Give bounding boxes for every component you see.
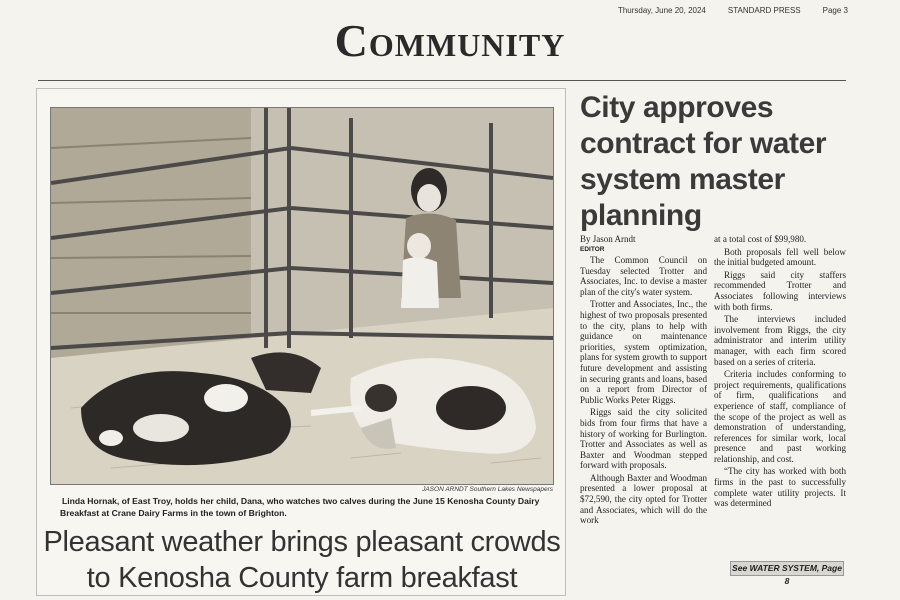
photo-caption: Linda Hornak, of East Troy, holds her child, Dana, who watches two calves during the June 15 Kenosha County Dairy Breakfast at Crane Dairy Farms in the town of Brighton. <box>60 496 540 518</box>
article-column-1 <box>580 255 707 585</box>
photo-story-headline: Pleasant weather brings pleasant crowds to Kenosha County farm breakfast <box>43 526 561 594</box>
paragraph: Riggs said the city solicited bids from four firms that have a history of working for Burlington. Trotter and Associates as well as Baxter and Woodman stepped forward with proposals. <box>580 407 707 471</box>
section-title: Community <box>334 15 566 66</box>
farm-photo <box>50 107 554 485</box>
article-headline: City approves contract for water system master planning <box>580 91 827 232</box>
article-column-2 <box>714 234 846 560</box>
paragraph: The Common Council on Tuesday selected Trotter and Associates, Inc. to devise a master plan of the city's water system. <box>580 255 707 297</box>
paragraph: Criteria includes conforming to project requirements, qualifications of firm, qualifications and experience of staff, compliance of the scope of the project as well as demonstration of understanding, references for similar work, local presence and past working relationship, and cost. <box>714 369 846 464</box>
issue-date: Thursday, June 20, 2024 <box>617 6 706 15</box>
paragraph: Both proposals fell well below the initial budgeted amount. <box>714 246 846 268</box>
photo-credit: JASON ARNDT Southern Lakes Newspapers <box>422 486 553 493</box>
paragraph: Although Baxter and Woodman presented a lower proposal at $72,590, the city opted for Trotter and Associates, which will do the work <box>580 472 707 526</box>
paragraph: Riggs said city staffers recommended Trotter and Associates following interviews with both firms. <box>714 269 846 312</box>
article-byline: By Jason Arndt <box>580 234 636 244</box>
farm-photo-illustration <box>51 108 553 484</box>
paragraph: Trotter and Associates, Inc., the highest of two proposals presented to the city, plans to help with guidance on maintenance priorities, system optimization, plans for system growth to support future development and assisting in securing grants and loans, based on a report from Director of Public Works Peter Riggs. <box>580 299 707 405</box>
paragraph: “The city has worked with both firms in the past to successfully complete water utility projects. It was determined <box>714 466 846 509</box>
paragraph-continued: at a total cost of $99,980. <box>714 234 807 244</box>
byline-role: EDITOR <box>580 246 605 253</box>
paper-name: STANDARD PRESS <box>727 6 801 15</box>
page-number: Page 3 <box>822 6 848 15</box>
section-rule <box>38 80 846 81</box>
jump-line[interactable]: See WATER SYSTEM, Page 8 <box>730 561 844 576</box>
paragraph: The interviews included involvement from Riggs, the city administrator and interim utility manager, with each firm scored based on a series of criteria. <box>714 314 846 367</box>
